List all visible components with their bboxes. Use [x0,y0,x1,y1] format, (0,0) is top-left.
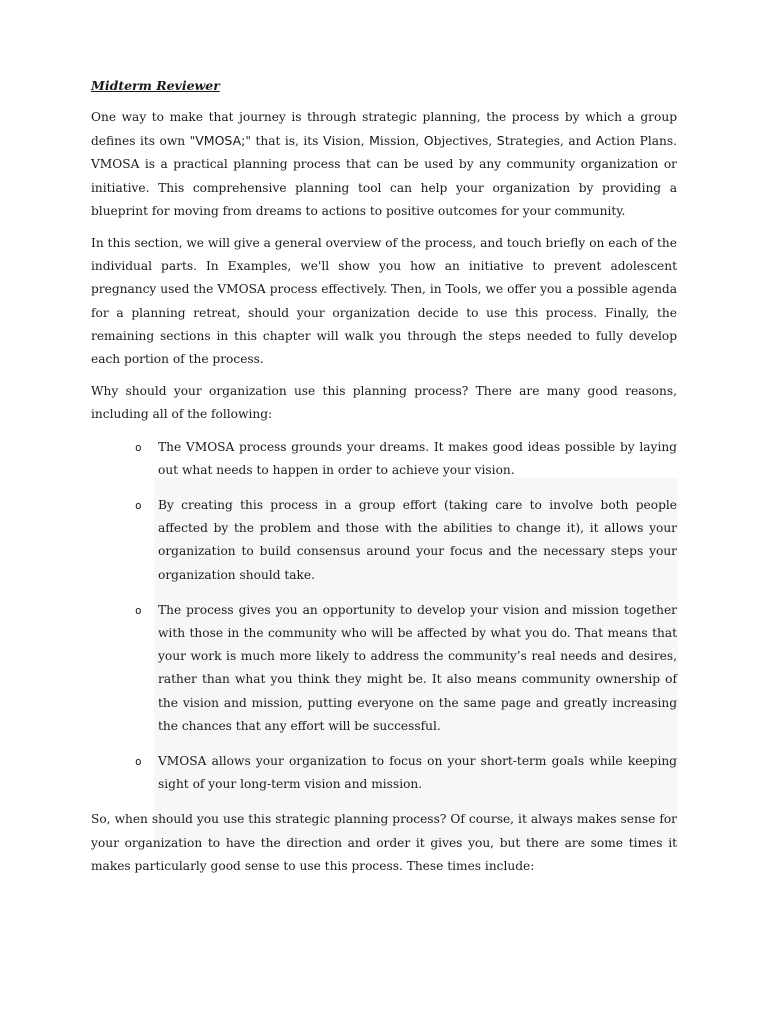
word-strategies: trategies, and [504,134,596,149]
list-item [91,494,677,587]
bullet-marker: o [135,603,142,617]
intro-text-mid: " that is, its [245,134,323,149]
letter-s: S [496,133,505,149]
list-item-text: The VMOSA process grounds your dreams. It makes good ideas possible by laying out what needs to happen in order to achieve your vision. [158,439,677,477]
page-title: Midterm Reviewer [91,78,220,93]
list-item-text: The process gives you an opportunity to develop your vision and mission together with those in the community who will be affected by what you do. That means that your work is much more likely to address the community’s real needs and desires, rather than what you think they might be. It also means community ownership of the vision and mission, putting everyone on the same page and greatly increasing the chances that any effort will be successful. [158,602,677,733]
word-vision: ision, [331,134,370,149]
document-page [91,76,677,887]
list-item [91,750,677,796]
bullet-marker: o [135,440,142,454]
letter-m: M [369,133,380,149]
letter-v: V [322,133,332,149]
bullet-marker: o [135,755,142,769]
letter-o: O [423,133,434,149]
list-item-text: VMOSA allows your organization to focus on your short-term goals while keeping sight of your long-term vision and mission. [158,754,677,792]
word-objectives: bjectives, [433,134,497,149]
letter-a: A [595,133,605,149]
list-item-text: By creating this process in a group effort (taking care to involve both people affected by the problem and those with the abilities to change it), it allows your organization to build consensus around your focus and the necessary steps your organization should take. [158,498,677,582]
list-item [91,436,677,482]
list-item [91,599,677,738]
bullet-marker: o [135,499,142,513]
intro-text-end: Plans. VMOSA is a practical planning process that can be used by any community organization or initiative. This comprehensive planning tool can help your organization by providing a blueprint for moving from dreams to actions to positive outcomes for your community. [91,134,677,218]
word-action: ction [604,134,636,149]
paragraph-when: So, when should you use this strategic planning process? Of course, it always makes sense for your organization to have the direction and order it gives you, but there are some times it makes particularly good sense to use this process. These times include: [91,812,677,873]
vmosa-acronym: VMOSA; [195,133,246,149]
reasons-list [91,436,677,797]
word-mission: ission, [379,134,424,149]
paragraph-why: Why should your organization use this planning process? There are many good reasons, including all of the following: [91,384,677,422]
paragraph-intro [91,106,677,223]
paragraph-overview: In this section, we will give a general overview of the process, and touch briefly on each of the individual parts. In Examples, we'll show you how an initiative to prevent adolescent pregnancy used the VMOSA process effectively. Then, in Tools, we offer you a possible agenda for a planning retreat, should your organization decide to use this process. Finally, the remaining sections in this chapter will walk you through the steps needed to fully develop each portion of the process. [91,236,677,367]
intro-text-start: One way to make that journey is through strategic planning, the process by which a group defines its own " [91,110,677,149]
